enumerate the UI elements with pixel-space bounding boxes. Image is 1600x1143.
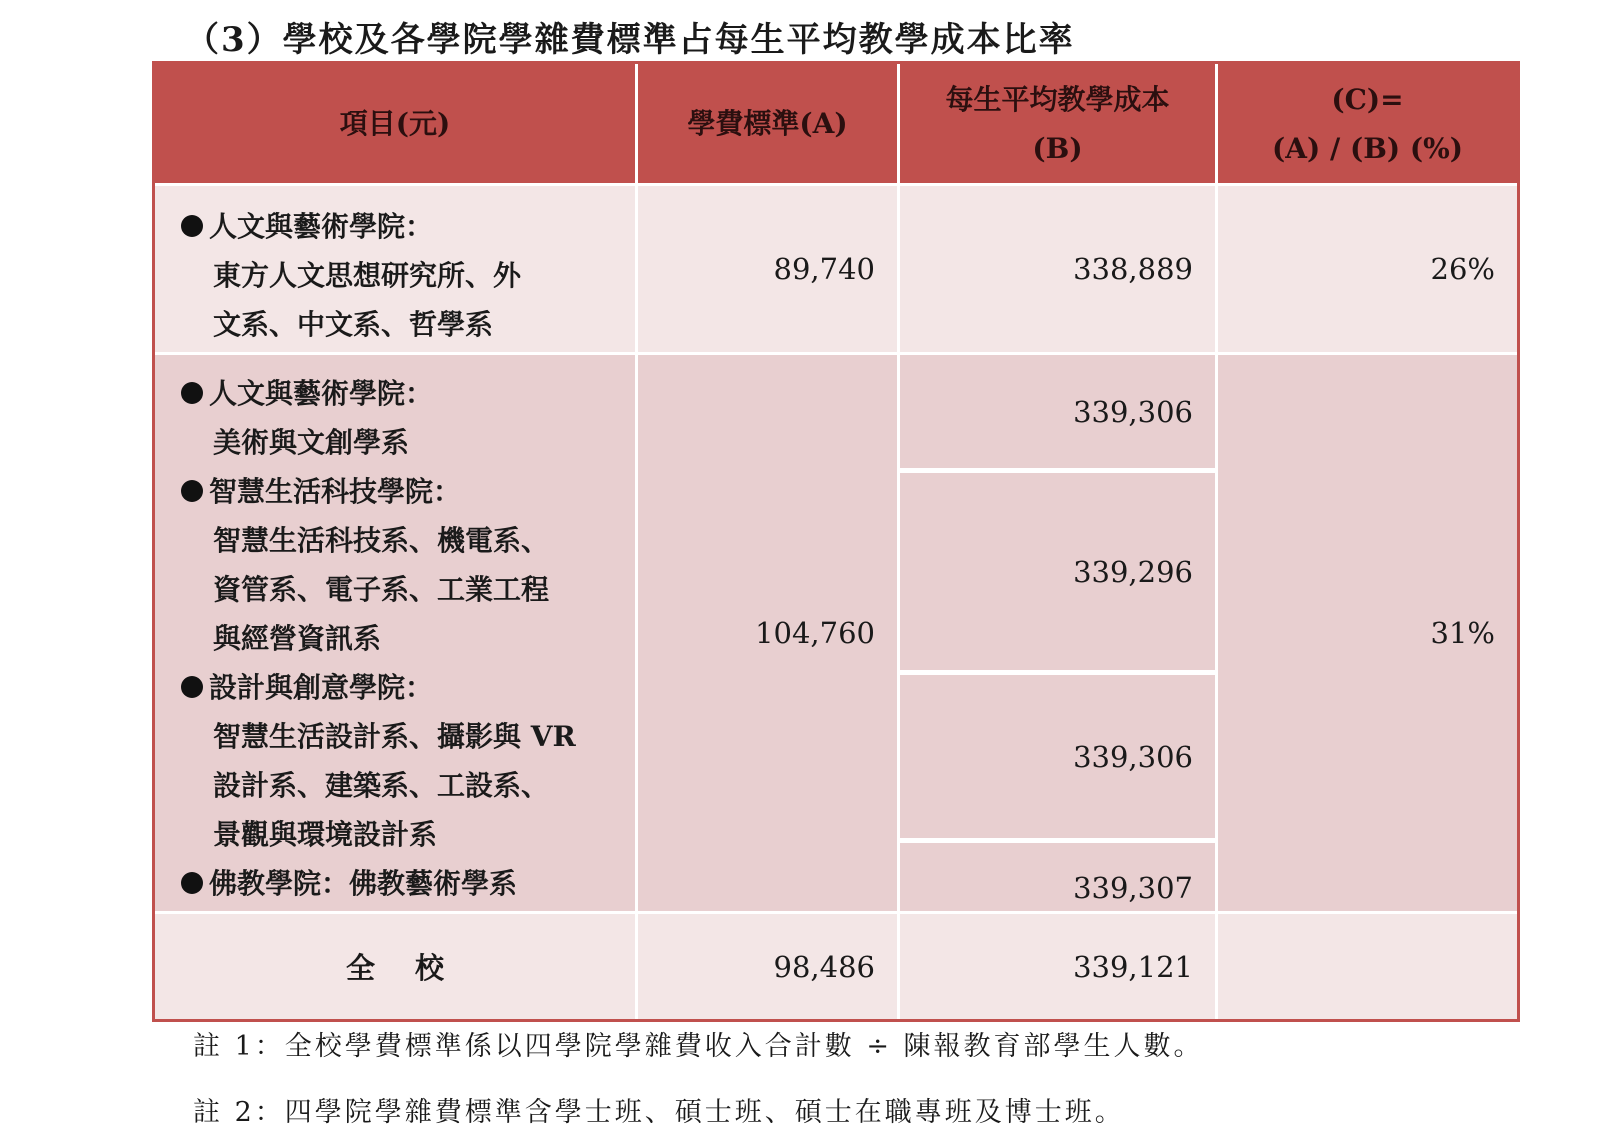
row2-line: 美術與文創學系 bbox=[213, 426, 410, 459]
bullet-icon bbox=[181, 382, 203, 404]
row2-line: 智慧生活科技系、機電系、 bbox=[213, 524, 550, 557]
bullet-icon bbox=[181, 215, 203, 237]
header-tuition bbox=[638, 64, 897, 183]
row2-line: 佛教學院：佛教藝術學系 bbox=[209, 867, 518, 900]
header-ratio-label: (C)= bbox=[1331, 82, 1404, 116]
row2-cost-4: 339,307 bbox=[900, 843, 1215, 911]
header-cost-sub: (B) bbox=[1032, 131, 1083, 165]
note-2: 註 2：四學院學雜費標準含學士班、碩士班、碩士在職專班及博士班。 bbox=[193, 1097, 1125, 1128]
total-label: 全校 bbox=[155, 914, 635, 1019]
total-ratio bbox=[1218, 914, 1517, 1019]
row1-tuition: 89,740 bbox=[638, 186, 897, 352]
row2-line: 設計與創意學院： bbox=[209, 671, 434, 704]
row2-line: 設計系、建築系、工設系、 bbox=[213, 769, 550, 802]
header-ratio-sub: (A) / (B) (%) bbox=[1272, 131, 1463, 165]
row2-line: 智慧生活設計系、攝影與 VR bbox=[213, 720, 576, 753]
row2-tuition: 104,760 bbox=[638, 355, 897, 911]
bullet-icon bbox=[181, 676, 203, 698]
bullet-icon bbox=[181, 480, 203, 502]
row2-ratio: 31% bbox=[1218, 355, 1517, 911]
row1-ratio: 26% bbox=[1218, 186, 1517, 352]
row2-college bbox=[181, 663, 635, 712]
row2-line: 智慧生活科技學院： bbox=[209, 475, 462, 508]
row1-line: 東方人文思想研究所、外 bbox=[213, 259, 522, 292]
row2-cost-2: 339,296 bbox=[900, 473, 1215, 670]
total-cost: 339,121 bbox=[900, 914, 1215, 1019]
row2-college bbox=[181, 369, 635, 418]
row2-cost-3: 339,306 bbox=[900, 675, 1215, 838]
cost-ratio-table bbox=[152, 61, 1520, 1022]
row1-college bbox=[181, 202, 635, 251]
bullet-icon bbox=[181, 872, 203, 894]
header-cost bbox=[900, 64, 1215, 183]
header-cost-label: 每生平均教學成本 bbox=[945, 82, 1170, 116]
header-item-label: 項目(元) bbox=[339, 107, 451, 140]
total-tuition: 98,486 bbox=[638, 914, 897, 1019]
header-ratio bbox=[1218, 64, 1517, 183]
page-title: （3）學校及各學院學雜費標準占每生平均教學成本比率 bbox=[185, 20, 1075, 60]
row2-cost-1: 339,306 bbox=[900, 355, 1215, 468]
row1-cost: 338,889 bbox=[900, 186, 1215, 352]
row1-line: 文系、中文系、哲學系 bbox=[213, 308, 494, 341]
header-item bbox=[155, 64, 635, 183]
row2-college bbox=[181, 859, 635, 908]
row2-college bbox=[181, 467, 635, 516]
header-tuition-label: 學費標準(A) bbox=[687, 107, 848, 140]
row2-item bbox=[155, 355, 635, 911]
row2-line: 資管系、電子系、工業工程 bbox=[213, 573, 550, 606]
row1-item bbox=[155, 186, 635, 352]
row2-line: 與經營資訊系 bbox=[213, 622, 382, 655]
row1-line: 人文與藝術學院： bbox=[209, 210, 434, 243]
note-1: 註 1：全校學費標準係以四學院學雜費收入合計數 ÷ 陳報教育部學生人數。 bbox=[193, 1031, 1204, 1062]
row2-line: 景觀與環境設計系 bbox=[213, 818, 438, 851]
row2-line: 人文與藝術學院： bbox=[209, 377, 434, 410]
